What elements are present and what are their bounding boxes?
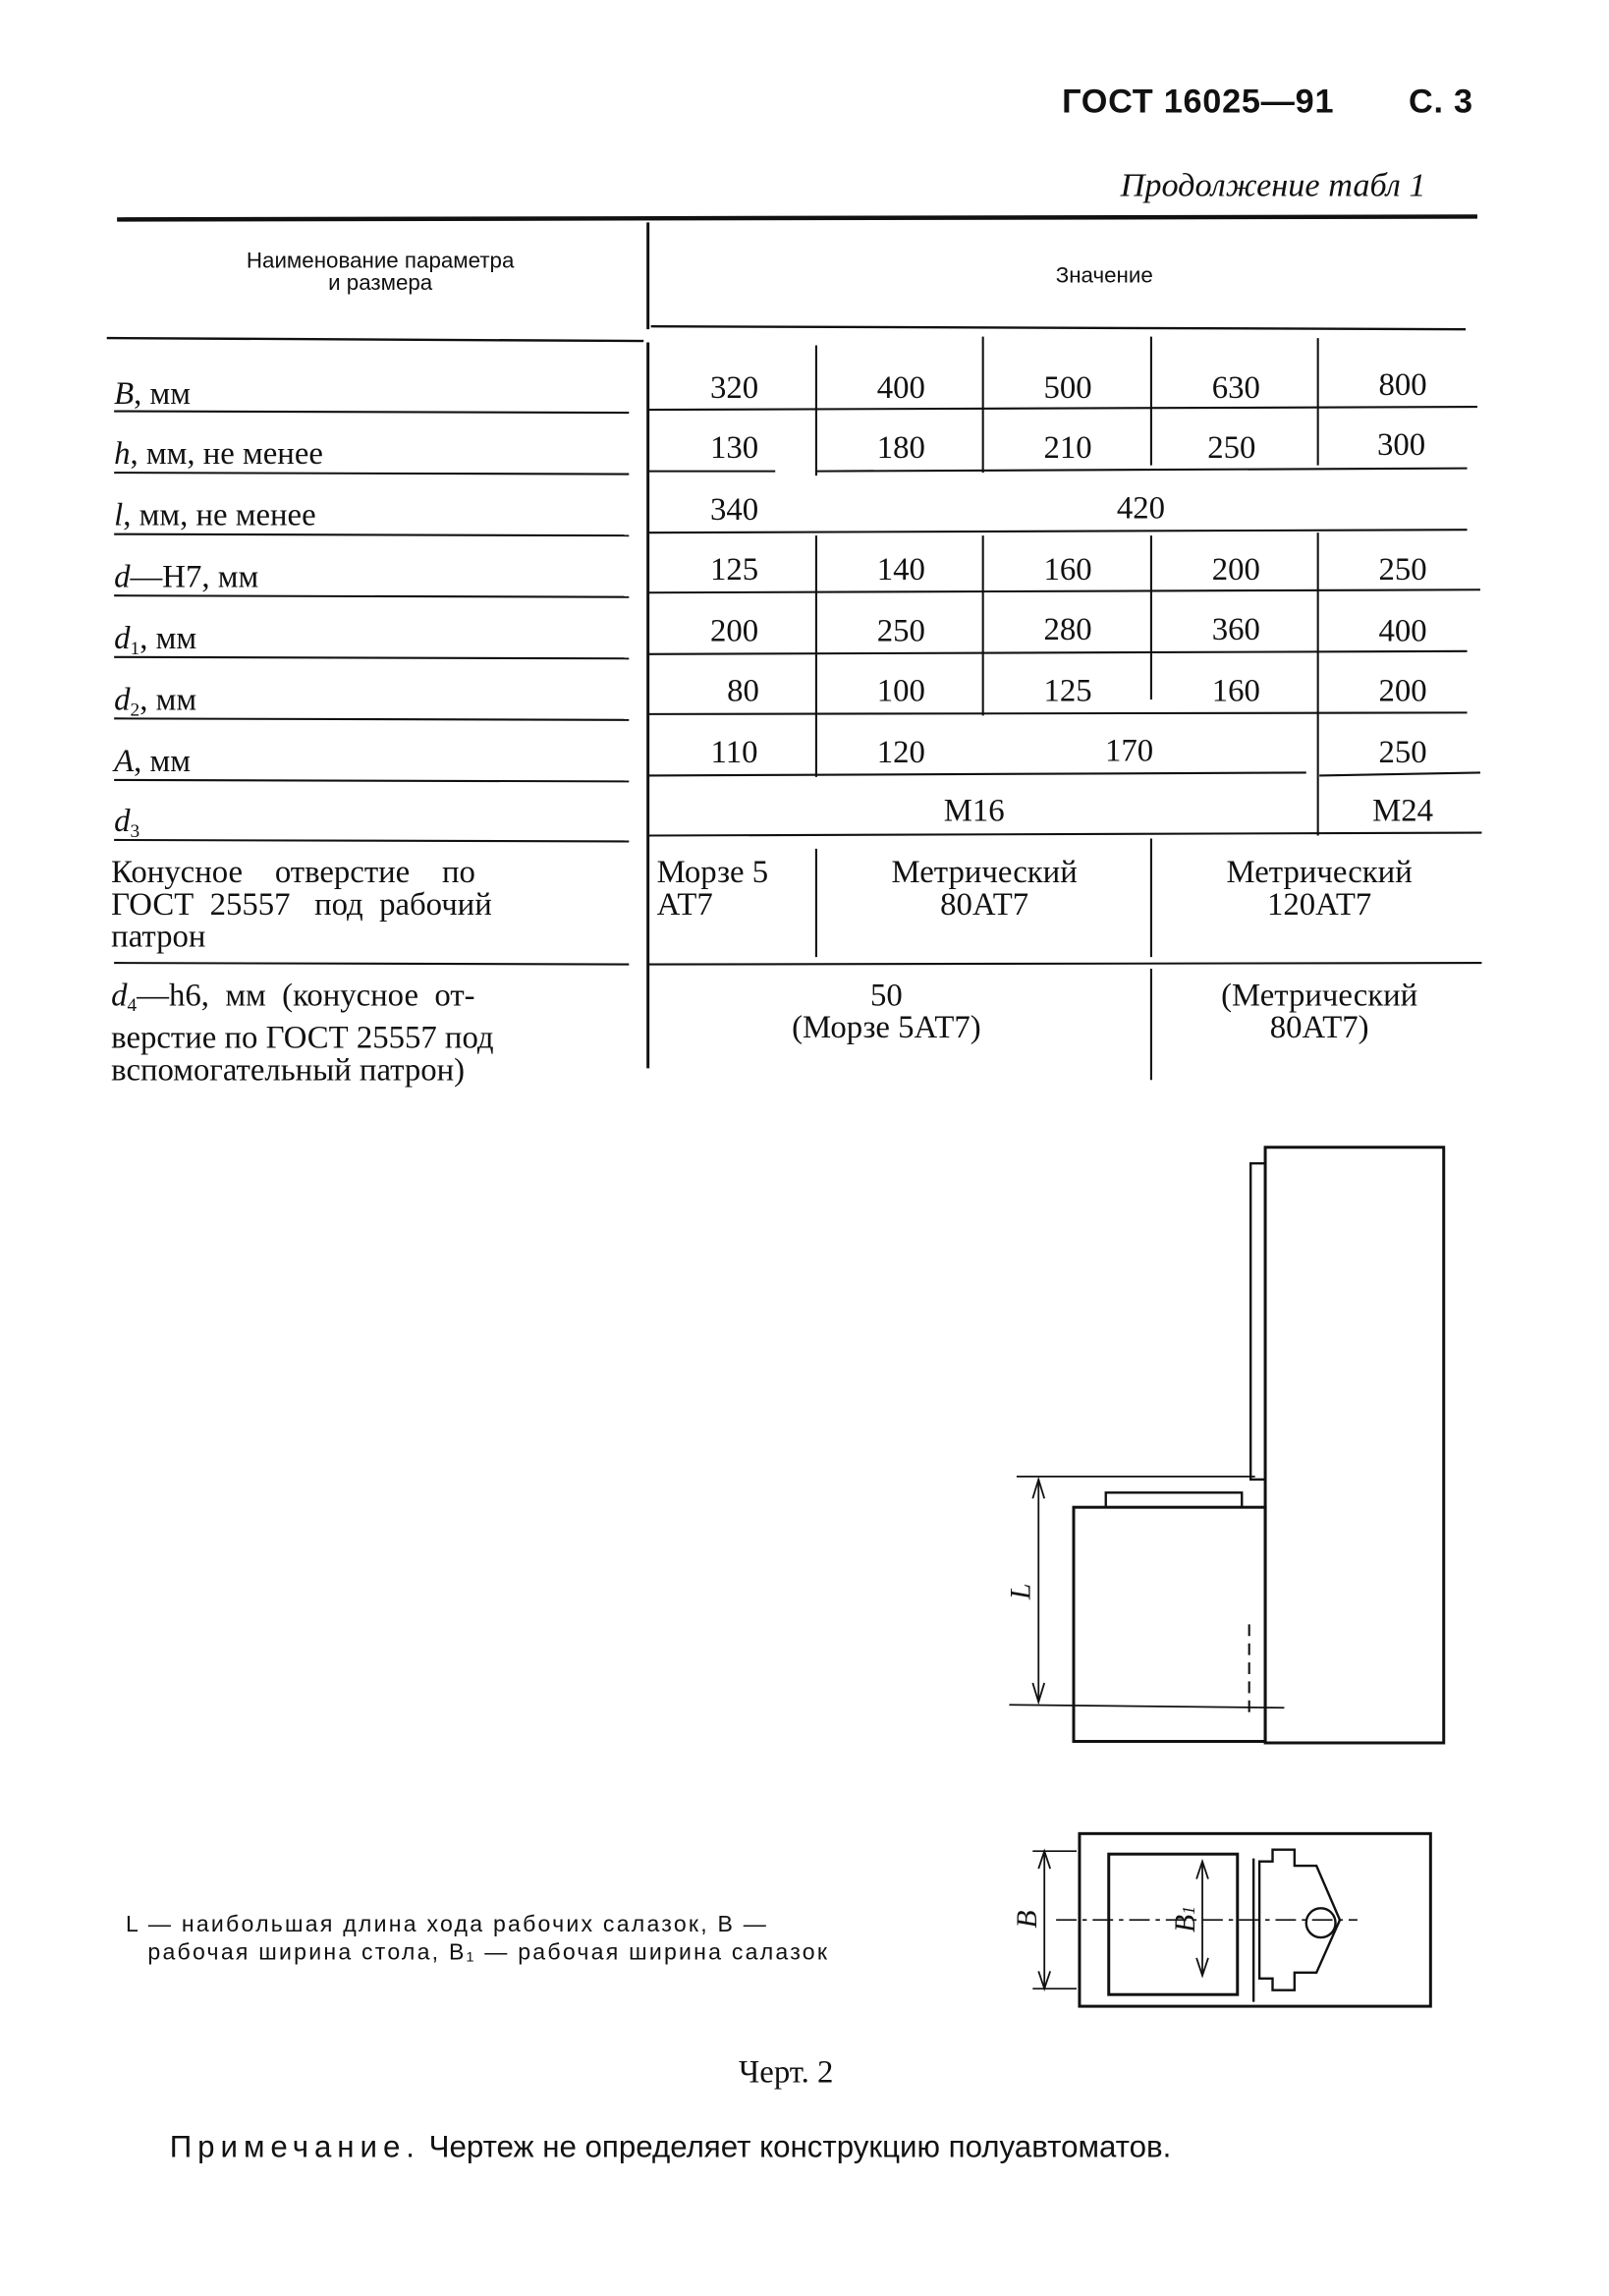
table-cell-line: (Морзе 5АТ7) xyxy=(792,1008,981,1045)
row-label-symbol: h xyxy=(114,434,131,472)
dimension-label-B1-symbol: B xyxy=(1169,1914,1202,1933)
row-label-subscript: 2 xyxy=(130,698,140,720)
dimension-extension-line xyxy=(1009,1705,1284,1708)
table-cell: 125 xyxy=(1043,671,1092,708)
table-cell: 140 xyxy=(876,550,925,588)
figure-label: Черт. 2 xyxy=(738,2052,834,2091)
table-cell: 170 xyxy=(1105,731,1154,768)
table-cell: 340 xyxy=(709,489,759,528)
row-label-symbol: l xyxy=(114,495,124,533)
row-label-symbol: d xyxy=(114,557,131,594)
column-header-parameter-line: и размера xyxy=(328,270,433,296)
table-continuation: Продолжение табл 1 xyxy=(1120,166,1426,204)
table-cell: 300 xyxy=(1376,425,1426,463)
table-cell-line: (Метрический xyxy=(1221,976,1418,1013)
table-cell: 250 xyxy=(876,611,925,648)
table-cell: 160 xyxy=(1211,671,1260,708)
note xyxy=(170,2131,1172,2166)
row-label-symbol: d xyxy=(111,976,128,1013)
table-cell: 160 xyxy=(1043,550,1092,588)
row-label-symbol: d xyxy=(114,802,131,839)
table-cell-line: Метрический xyxy=(1226,853,1413,890)
table-cell: 120 xyxy=(876,733,925,770)
row-label-symbol: d xyxy=(114,680,131,717)
table-cell: 100 xyxy=(876,671,925,708)
table-cell: M24 xyxy=(1372,791,1433,829)
table-cell: 400 xyxy=(1378,611,1427,648)
row-label-symbol: d xyxy=(114,619,131,656)
column-header-parameter-line: Наименование параметра xyxy=(246,249,515,274)
table-cell: 500 xyxy=(1043,368,1092,406)
table-cell-line: Морзе 5 xyxy=(656,853,769,890)
plan-spindle-circle xyxy=(1306,1908,1336,1937)
row-label-d4-line: вспомогательный патрон) xyxy=(111,1050,466,1088)
table-cell: 200 xyxy=(709,611,759,648)
dimension-label-L: L xyxy=(1005,1583,1037,1600)
row-label-taper-line: Конусное отверстие по xyxy=(111,853,475,890)
note-text: Чертеж не определяет конструкцию полуавтоматов. xyxy=(419,2130,1172,2164)
row-label-unit: —H7, мм xyxy=(130,557,259,594)
row-label-symbol: B xyxy=(114,374,135,412)
table-cell: 250 xyxy=(1378,733,1427,770)
column-back-plate xyxy=(1250,1163,1265,1480)
table-cell: 400 xyxy=(876,368,925,406)
row-label-unit: , мм xyxy=(134,742,192,779)
table-cell: 360 xyxy=(1211,610,1260,647)
table-cell: 280 xyxy=(1043,610,1092,647)
row-label-unit: , мм, не менее xyxy=(123,495,316,533)
table-cell: 800 xyxy=(1378,365,1427,403)
standard-number: ГОСТ 16025—91 xyxy=(1062,82,1335,121)
row-label-unit: , мм xyxy=(139,680,197,717)
dimension-label-B1-subscript: 1 xyxy=(1178,1905,1199,1915)
table-cell-line: АТ7 xyxy=(656,885,713,923)
table-cell: 80 xyxy=(727,671,759,708)
table-cell-line: Метрический xyxy=(891,853,1078,890)
table-cell: 110 xyxy=(710,733,758,770)
row-label-taper-line: патрон xyxy=(111,917,206,955)
table-cell: 320 xyxy=(709,368,759,406)
row-label-symbol: A xyxy=(114,742,135,779)
row-label-subscript: 3 xyxy=(130,819,140,842)
table-cell: 200 xyxy=(1211,550,1260,588)
row-label-unit: , мм, не менее xyxy=(130,434,323,472)
table-cell: 130 xyxy=(709,428,759,466)
figure-caption-line: рабочая ширина стола, B₁ — рабочая ширина салазок xyxy=(147,1940,830,1966)
table-cell-line: 80АТ7 xyxy=(940,885,1029,923)
row-label-d4-text: —h6, мм (конусное от- xyxy=(137,976,475,1013)
row-label-subscript: 4 xyxy=(127,993,138,1016)
row-label-d4-line: верстие по ГОСТ 25557 под xyxy=(111,1018,494,1055)
table-cell-line: 80АТ7) xyxy=(1269,1008,1369,1045)
table-cell: M16 xyxy=(943,791,1005,829)
row-label-taper-line: ГОСТ 25557 под рабочий xyxy=(111,885,492,923)
column-outline xyxy=(1265,1148,1444,1743)
figure-caption-line: L — наибольшая длина хода рабочих салазок, B — xyxy=(126,1912,769,1938)
table-cell: 630 xyxy=(1211,368,1260,406)
table-cell: 180 xyxy=(876,428,925,466)
table-cell: 250 xyxy=(1378,550,1427,588)
figure-caption xyxy=(126,1911,829,1967)
dimension-label-B1 xyxy=(1170,1906,1203,1932)
row-label-unit: , мм xyxy=(139,619,197,656)
dimension-label-B: B xyxy=(1011,1910,1044,1929)
table-cell: 200 xyxy=(1378,671,1427,708)
table-cell: 210 xyxy=(1043,428,1092,466)
table-cell: 420 xyxy=(1116,488,1166,526)
row-label-subscript: 1 xyxy=(130,636,140,659)
table-cell: 250 xyxy=(1207,428,1256,466)
note-lead: Примечание. xyxy=(169,2130,420,2164)
row-label-unit: , мм xyxy=(134,374,192,412)
column-header-value: Значение xyxy=(1055,263,1153,289)
page-number: С. 3 xyxy=(1408,82,1473,121)
table-cell: 125 xyxy=(709,550,759,588)
slide-top-plate xyxy=(1106,1492,1242,1507)
table-cell-line: 120АТ7 xyxy=(1266,885,1372,923)
table-cell-line: 50 xyxy=(870,976,903,1013)
